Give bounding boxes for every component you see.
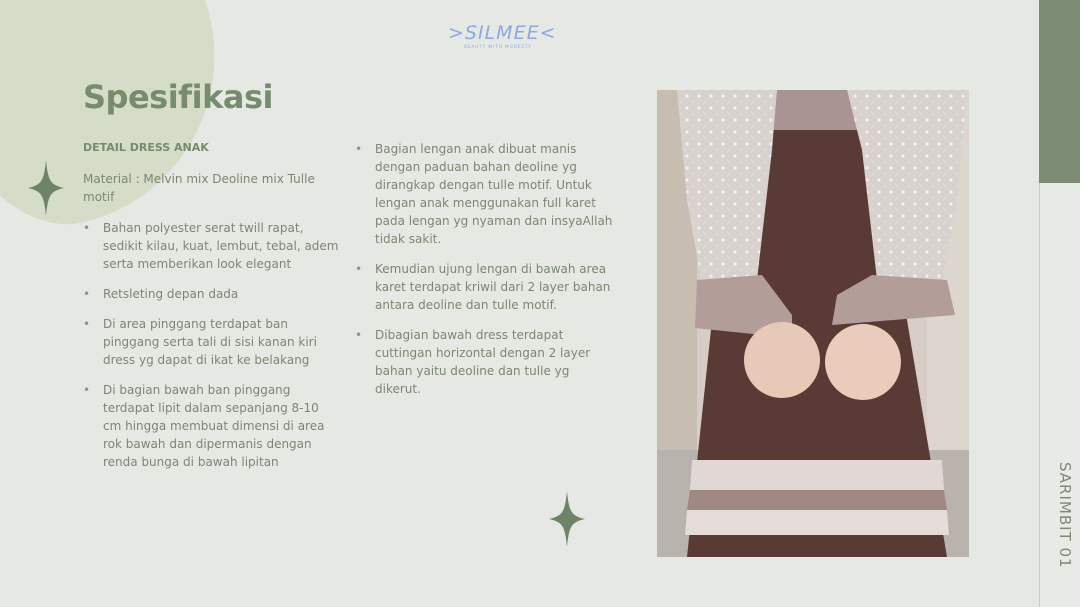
sparkle-icon: [28, 160, 64, 216]
list-item: • Bahan polyester serat twill rapat, sedikit kilau, kuat, lembut, tebal, adem serta memberikan look elegant: [83, 219, 339, 273]
brand-tagline: BEAUTY WITH MODESTY: [464, 44, 532, 49]
right-bullet-list: [355, 140, 617, 410]
list-item: • Dibagian bawah dress terdapat cuttingan horizontal dengan 2 layer bahan yaitu deoline dan tulle yg dikerut.: [355, 326, 617, 398]
brand-name: >SILMEE<: [448, 22, 557, 44]
brand-logo: [448, 22, 557, 60]
page-title: Spesifikasi: [83, 78, 273, 116]
material-text: Material : Melvin mix Deoline mix Tulle motif: [83, 172, 315, 204]
list-item: • Retsleting depan dada: [83, 285, 339, 303]
left-bullet-list: [83, 219, 339, 483]
section-heading: DETAIL DRESS ANAK: [83, 141, 209, 154]
product-photo: [657, 90, 969, 557]
sparkle-icon: [548, 491, 586, 547]
dress-illustration: [657, 90, 969, 557]
list-item: • Kemudian ujung lengan di bawah area karet terdapat kriwil dari 2 layer bahan antara deoline dan tulle motif.: [355, 260, 617, 314]
list-item: • Di bagian bawah ban pinggang terdapat lipit dalam sepanjang 8-10 cm hingga membuat dimensi di area rok bawah dan dipermanis dengan renda bunga di bawah lipitan: [83, 381, 339, 471]
side-accent-bar: [1039, 0, 1080, 183]
list-item: • Di area pinggang terdapat ban pinggang serta tali di sisi kanan kiri dress yg dapat di ikat ke belakang: [83, 315, 339, 369]
side-label: SARIMBIT 01: [1056, 462, 1074, 569]
list-item: • Bagian lengan anak dibuat manis dengan paduan bahan deoline yg dirangkap dengan tulle motif. Untuk lengan anak menggunakan full karet pada lengan yg nyaman dan insyaAllah tidak sakit.: [355, 140, 617, 248]
